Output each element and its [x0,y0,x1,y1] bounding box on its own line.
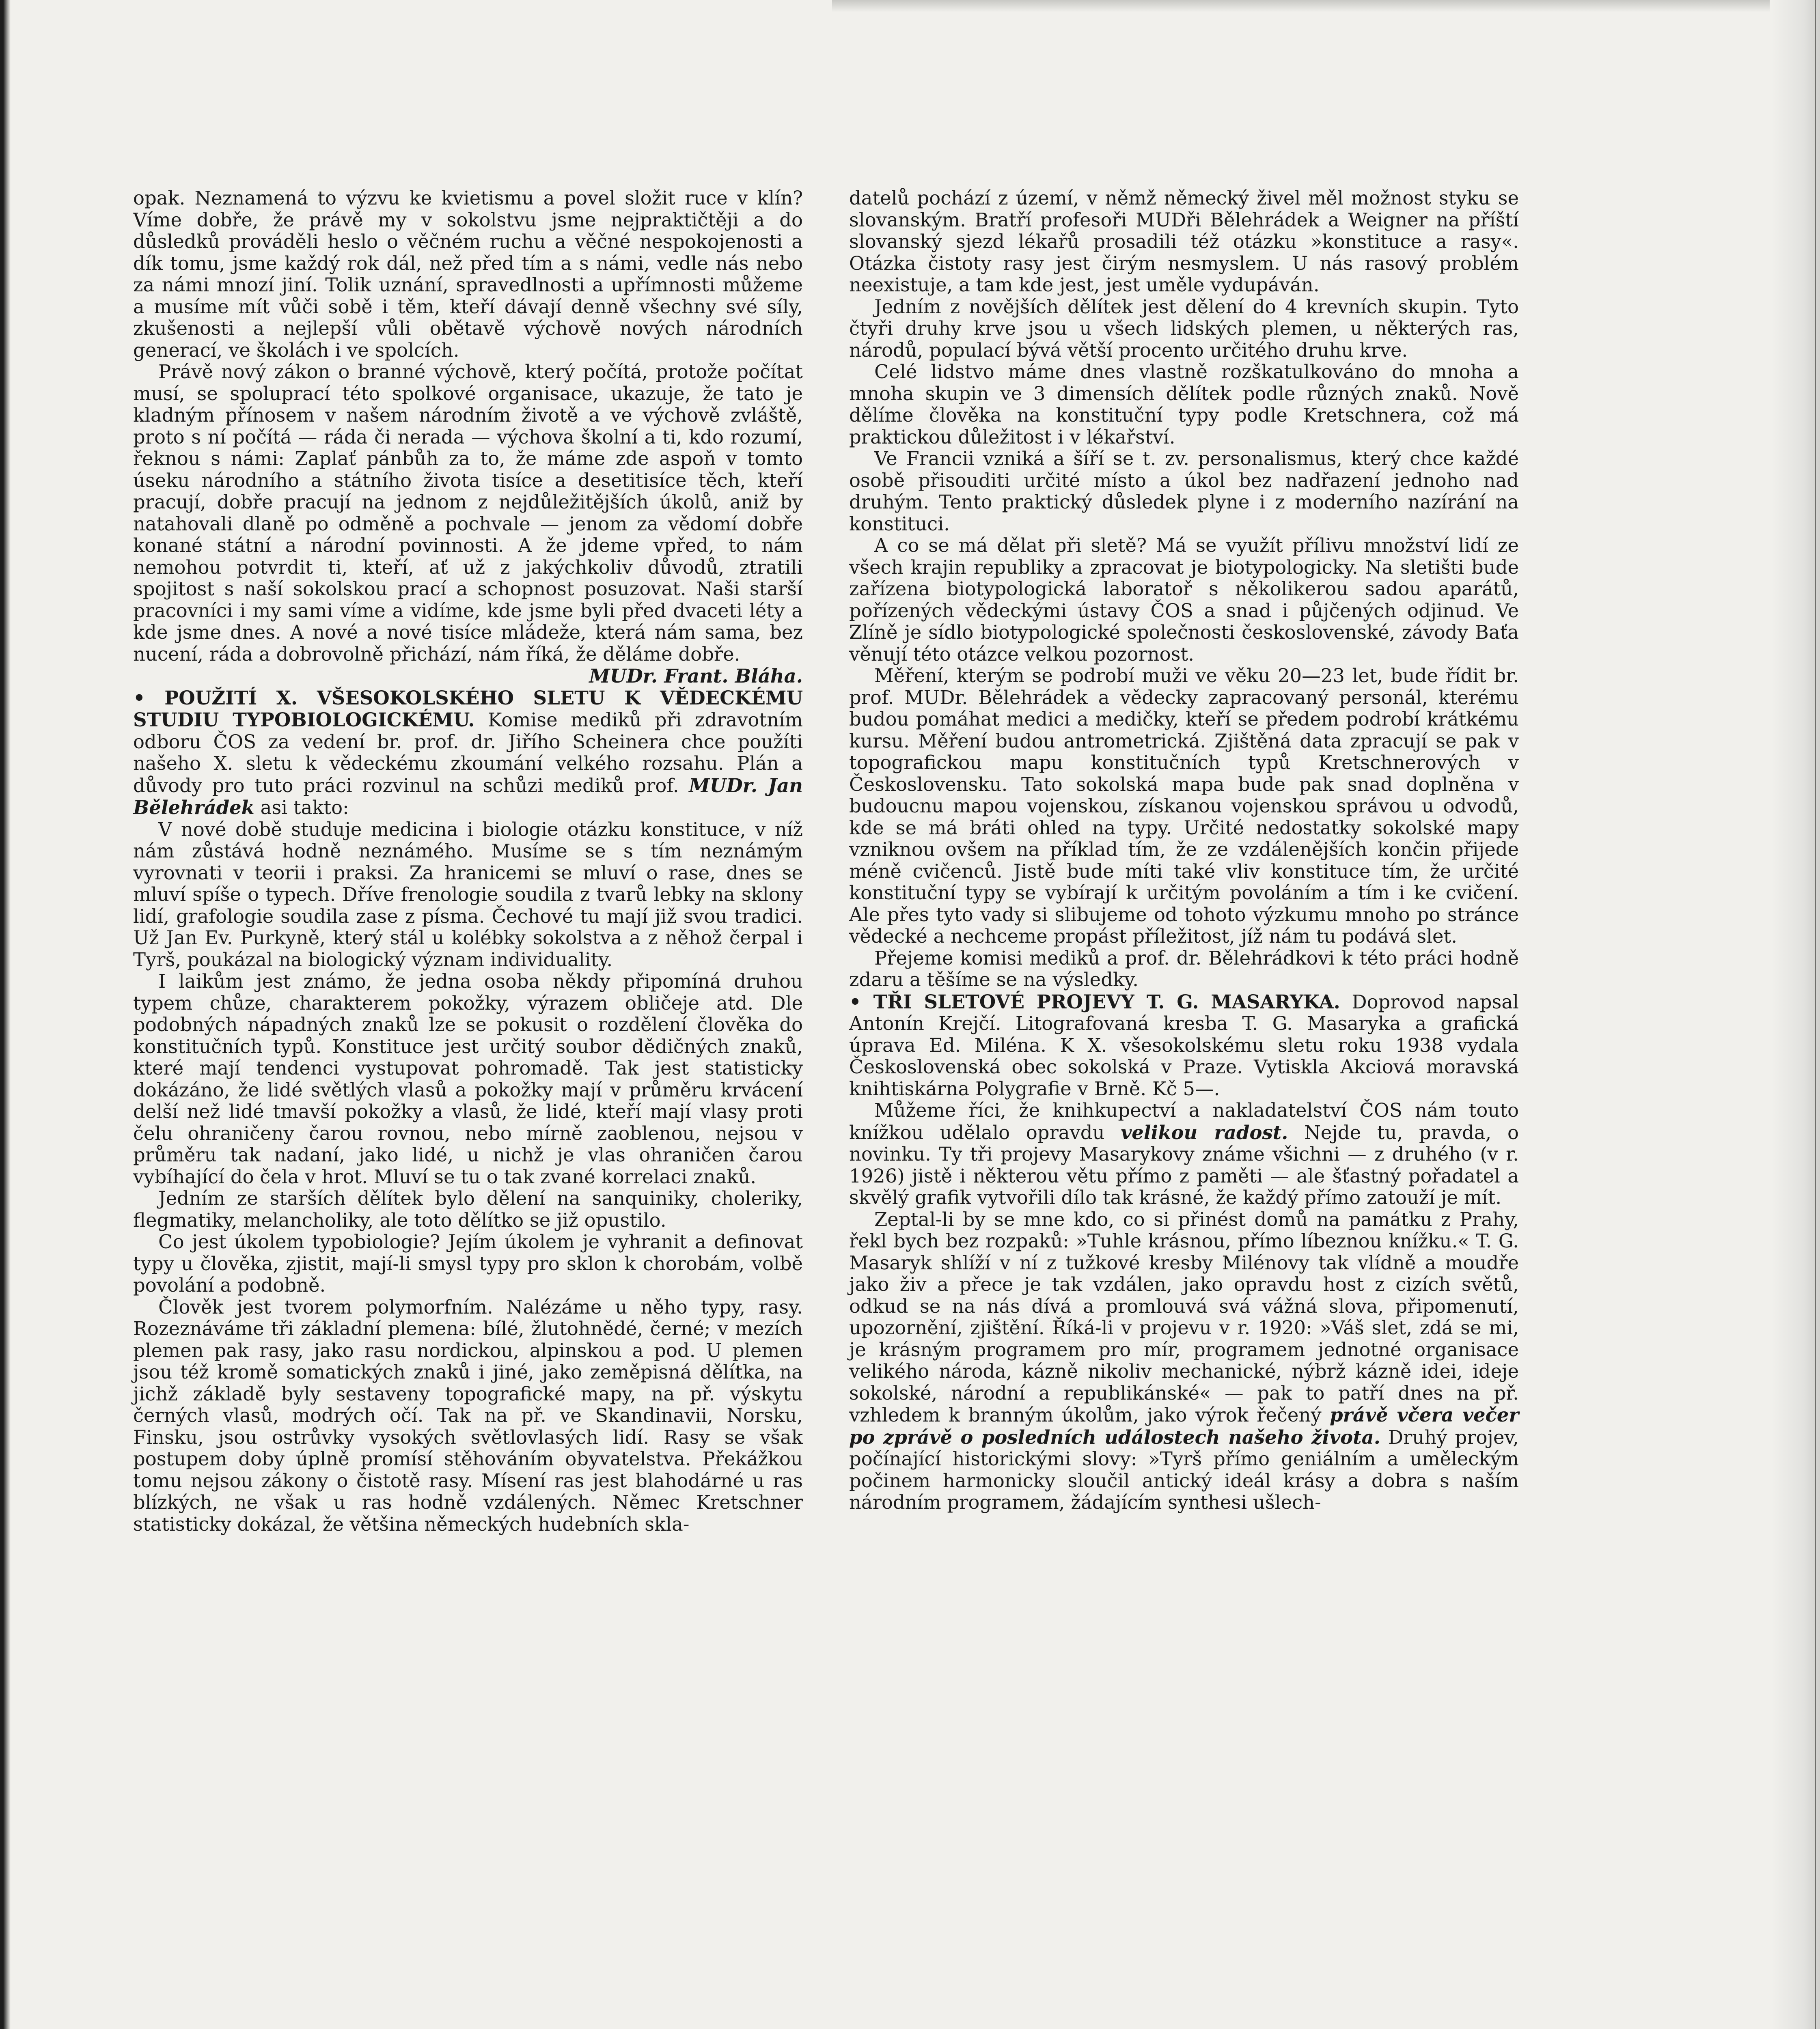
paragraph: A co se má dělat při sletě? Má se využít přílivu množství lidí ze všech krajin republiky a zpracovat je biotypologicky. Na sletišti bude zařízena biotypologická laboratoř s několikerou sadou aparátů, pořízených vědeckými ústavy ČOS a snad i půjčených odjinud. Ve Zlíně je sídlo biotypologické společnosti československé, závody Baťa věnují této otázce velkou pozornost. [849,534,1519,665]
article-section [849,991,1519,1100]
author-name: MUDr. Jan Bělehrádek [133,774,803,818]
left-column [133,187,803,1535]
paragraph: Člověk jest tvorem polymorfním. Nalézáme u něho typy, rasy. Rozeznáváme tři základní plemena: bílé, žlutohnědé, černé; v mezích plemen pak rasy, jako rasu nordickou, alpinskou a pod. U plemen jsou též kromě somatických znaků i jiné, jako zeměpisná dělítka, na jichž základě byly sestaveny topografické mapy, na př. výskytu černých vlasů, modrých očí. Tak na př. ve Skandinavii, Norsku, Finsku, jsou ostrůvky vysokých světlovlasých lidí. Rasy se však postupem doby úplně promísí stěhováním obyvatelstva. Překážkou tomu nejsou zákony o čistotě rasy. Mísení ras jest blahodárné u ras blízkých, ne však u ras hodně vzdálených. Němec Kretschner statisticky dokázal, že většina německých hudebních skla- [133,1296,803,1535]
paragraph: Právě nový zákon o branné výchově, který počítá, protože počítat musí, se spoluprací této spolkové organisace, ukazuje, že tato je kladným přínosem v našem národním životě a ve výchově zvláště, proto s ní počítá — ráda či nerada — výchova školní a ti, kdo rozumí, řeknou s námi: Zaplať pánbůh za to, že máme zde aspoň v tomto úseku národního a státního života tisíce a desetitisíce těch, kteří pracují, dobře pracují na jednom z nejdůležitějších úkolů, aniž by natahovali dlaně po odměně a pochvale — jenom za vědomí dobře konané státní a národní povinnosti. A že jdeme vpřed, to nám nemohou potvrdit ti, kteří, ať už z jakýchkoliv důvodů, ztratili spojitost s naší sokolskou prací a schopnost posuzovat. Naši starší pracovníci i my sami víme a vidíme, kde jsme byli před dvaceti léty a kde jsme dnes. A nové a nové tisíce mládeže, která nám sama, bez nucení, ráda a dobrovolně přichází, nám říká, že děláme dobře. [133,361,803,665]
scan-edge-left [0,0,11,2029]
paragraph-text: Druhý projev, počínající historickými slovy: »Tyrš přímo geniálním a uměleckým počinem harmonicky sloučil antický ideál krásy a dobra s naším národním programem, žádajícím synthesi ušlech- [849,1426,1519,1513]
emphasis: právě včera večer po zprávě o posledních událostech našeho života. [849,1404,1519,1448]
section-heading: • TŘI SLETOVÉ PROJEVY T. G. MASARYKA. [849,990,1340,1013]
paragraph: Jedním ze starších dělítek bylo dělení na sanquiniky, choleriky, flegmatiky, melancholiky, ale toto dělítko se již opustilo. [133,1187,803,1231]
paragraph: datelů pochází z území, v němž německý živel měl možnost styku se slovanským. Bratří profesoři MUDři Bělehrádek a Weigner na příští slovanský sjezd lékařů prosadili též otázku »konstituce a rasy«. Otázka čistoty rasy jest čirým nesmyslem. U nás rasový problém neexistuje, a tam kde jest, jest uměle vydupáván. [849,187,1519,296]
paragraph: Měření, kterým se podrobí muži ve věku 20—23 let, bude řídit br. prof. MUDr. Bělehrádek a vědecky zapracovaný personál, kterému budou pomáhat medici a medičky, kteří se předem podrobí krátkému kursu. Měření budou antrometrická. Zjištěná data zpracují se pak v topografickou mapu konstitučních typů Kretschnerových v Československu. Tato sokolská mapa bude pak snad doplněna v budoucnu mapou vojenskou, získanou vojenskou správou u odvodů, kde se má bráti ohled na typy. Určité nedostatky sokolské mapy vzniknou ovšem na příklad tím, že ze vzdálenějších končin přijede méně cvičenců. Jistě bude míti také vliv konstituce tím, že určité konstituční typy se vybírají k určitým povoláním a tím i ke cvičení. Ale přes tyto vady si slibujeme od tohoto výzkumu mnoho po stránce vědecké a nechceme propást příležitost, jíž nám tu podává slet. [849,665,1519,947]
scan-edge-top [832,0,1770,12]
scan-edge-right [1771,0,1820,2029]
paragraph: Celé lidstvo máme dnes vlastně rozškatulkováno do mnoha a mnoha skupin ve 3 dimensích dělítek podle různých znaků. Nově dělíme člověka na konstituční typy podle Kretschnera, což má praktickou důležitost i v lékařství. [849,361,1519,448]
paragraph [849,1100,1519,1209]
paragraph: I laikům jest známo, že jedna osoba někdy připomíná druhou typem chůze, charakterem pokožky, výrazem obličeje atd. Dle podobných nápadných znaků lze se pokusit o rozdělení člověka do konstitučních typů. Konstituce jest určitý soubor dědičných znaků, které mají tendenci vystupovat pohromadě. Tak jest statisticky dokázáno, že lidé světlých vlasů a pokožky mají v průměru krvácení delší než lidé tmavší pokožky a vlasů, že lidé, kteří mají vlasy proti čelu ohraničeny čarou rovnou, nebo mírně zaoblenou, nejsou v průměru tak nadaní, jako lidé, u nichž je vlas ohraničen čarou vybíhající do čela v hrot. Mluví se tu o tak zvané korrelaci znaků. [133,970,803,1188]
paragraph: Jedním z novějších dělítek jest dělení do 4 krevních skupin. Tyto čtyři druhy krve jsou u všech lidských plemen, u některých ras, národů, populací bývá větší procento určitého druhu krve. [849,295,1519,361]
author-signature: MUDr. Frant. Bláha. [589,665,803,687]
section-heading: • POUŽITÍ X. VŠESOKOLSKÉHO SLETU K VĚDECKÉMU STUDIU TYPOBIOLOGICKÉMU. [133,686,803,731]
paragraph [849,1209,1519,1514]
paragraph: V nové době studuje medicina i biologie otázku konstituce, v níž nám zůstává hodně neznámého. Musíme se s tím neznámým vyrovnati v teorii i praksi. Za hranicemi se mluví o rase, dnes se mluví spíše o typech. Dříve frenologie soudila z tvarů lebky na sklony lidí, grafologie soudila zase z písma. Čechové tu mají již svou tradici. Už Jan Ev. Purkyně, který stál u kolébky sokolstva a z něhož čerpal i Tyrš, poukázal na biologický význam individuality. [133,818,803,971]
paragraph: Ve Francii vzniká a šíří se t. zv. personalismus, který chce každé osobě přisouditi určité místo a úkol bez nadřazení jednoho nad druhým. Tento praktický důsledek plyne i z moderního nazírání na konstituci. [849,448,1519,535]
paragraph: opak. Neznamená to výzvu ke kvietismu a povel složit ruce v klín? Víme dobře, že právě my v sokolstvu jsme nejpraktičtěji a do důsledků prováděli heslo o věčném ruchu a věčné nespokojenosti a dík tomu, jsme každý rok dál, než před tím a s námi, vedle nás nebo za námi mnozí jiní. Tolik uznání, spravedlnosti a upřímnosti můžeme a musíme mít vůči sobě i těm, kteří dávají denně všechny své síly, zkušenosti a nejlepší vůli obětavě výchově nových národních generací, ve školách i ve spolcích. [133,187,803,361]
right-column [849,187,1519,1514]
paragraph-text: Můžeme říci, že knihkupectví a nakladatelství ČOS nám touto knížkou udělalo opravdu [849,1099,1519,1144]
paragraph-text: Zeptal-li by se mne kdo, co si přinést domů na památku z Prahy, řekl bych bez rozpaků: »Tuhle krásnou, přímo líbeznou knížku.« T. G. Masaryk shlíží v ní z tužkové kresby Milénovy tak vlídně a moudře jako živ a přece je tak vzdálen, jako opravdu host z cizích světů, odkud se na nás dívá a promlouvá svá vážná slova, připomenutí, upozornění, zjištění. Říká-li v projevu v r. 1920: »Váš slet, zdá se mi, je krásným programem pro mír, programem jednotné organisace velikého národa, kázně nikoliv mechanické, nýbrž kázně idei, ideje sokolské, národní a republikánské« — pak to patří dnes na př. vzhledem k branným úkolům, jako výrok řečený [849,1208,1519,1426]
paragraph: Co jest úkolem typobiologie? Jejím úkolem je vyhranit a definovat typy u člověka, zjistit, mají-li smysl typy pro sklon k chorobám, volbě povolání a podobně. [133,1231,803,1296]
paragraph: Přejeme komisi mediků a prof. dr. Bělehrádkovi k této práci hodně zdaru a těšíme se na výsledky. [849,947,1519,991]
emphasis: velikou radost. [1121,1121,1288,1144]
paragraph-text: Doprovod napsal Antonín Krejčí. Litografovaná kresba T. G. Masaryka a grafická úprava Ed. Miléna. K X. všesokolskému sletu roku 1938 vydala Československá obec sokolská v Praze. Vytiskla Akciová moravská knihtiskárna Polygrafie v Brně. Kč 5—. [849,991,1519,1100]
article-section [133,687,803,819]
paragraph-text: Komise mediků při zdravotním odboru ČOS za vedení br. prof. dr. Jiřího Scheinera chce použíti našeho X. sletu k vědeckému zkoumání velkého rozsahu. Plán a důvody pro tuto práci rozvinul na schůzi mediků prof. [133,709,803,797]
paragraph-text: asi takto: [260,797,349,818]
paragraph-text: Nejde tu, pravda, o novinku. Ty tři projevy Masarykovy známe všichni — z druhého (v r. 1926) jistě i některou větu přímo z paměti — ale šťastný pořadatel a skvělý grafik vytvořili dílo tak krásné, že každý přímo zatouží je mít. [849,1121,1519,1208]
